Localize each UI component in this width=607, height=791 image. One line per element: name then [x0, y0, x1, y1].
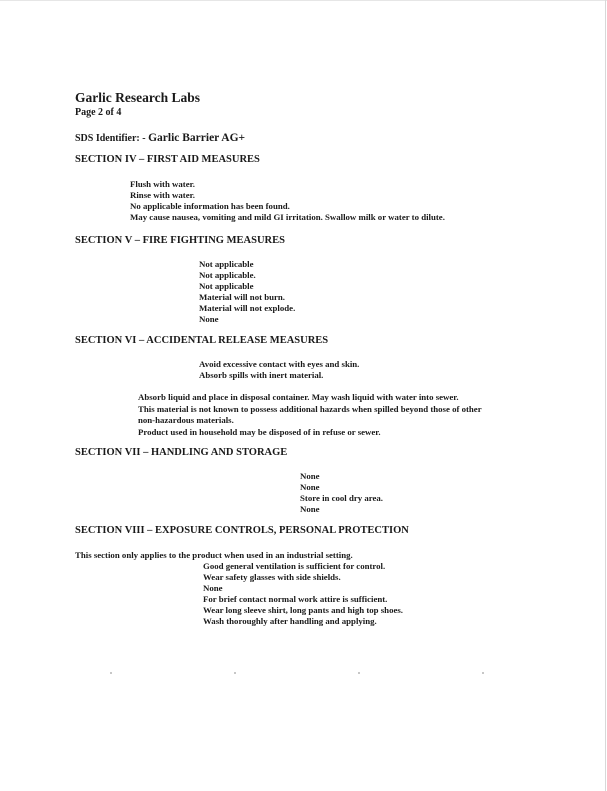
first-aid-value: No applicable information has been found. [130, 201, 290, 211]
fire-value: Not applicable [199, 281, 254, 291]
industrial-line: Absorb liquid and place in disposal container. May wash liquid with water into sewer. [138, 392, 459, 402]
exposure-value: None [203, 583, 223, 593]
page-top-edge [0, 0, 607, 1]
scan-speck [110, 672, 112, 674]
scan-speck [234, 672, 236, 674]
page-number: Page 2 of 4 [75, 107, 122, 118]
section-v-title: SECTION V – FIRE FIGHTING MEASURES [75, 235, 285, 246]
scan-speck [482, 672, 484, 674]
page-right-edge [605, 0, 606, 791]
fire-value: Not applicable. [199, 270, 256, 280]
fire-value: None [199, 314, 219, 324]
fire-value: Not applicable [199, 259, 254, 269]
exposure-value: Good general ventilation is sufficient for control. [203, 561, 386, 571]
fire-value: Material will not explode. [199, 303, 296, 313]
section-vii-title: SECTION VII – HANDLING AND STORAGE [75, 447, 288, 458]
storage-value: None [300, 504, 320, 514]
product-name: Garlic Barrier AG+ [148, 132, 246, 144]
exposure-extra: Wash thoroughly after handling and applying. [203, 616, 377, 626]
storage-value: None [300, 471, 320, 481]
section-iv-title: SECTION IV – FIRST AID MEASURES [75, 154, 260, 165]
sds-label: SDS Identifier: [75, 133, 140, 144]
exposure-value: Wear safety glasses with side shields. [203, 572, 341, 582]
exposure-value: Wear long sleeve shirt, long pants and high top shoes. [203, 605, 404, 615]
exposure-intro: This section only applies to the product when used in an industrial setting. [75, 550, 353, 560]
scan-speck [358, 672, 360, 674]
industrial-line: non-hazardous materials. [138, 415, 234, 425]
company-name: Garlic Research Labs [75, 90, 200, 105]
household-value: Product used in household may be disposed of in refuse or sewer. [138, 427, 381, 437]
industrial-line: This material is not known to possess additional hazards when spilled beyond those of other [138, 404, 482, 414]
sds-dash: - [142, 133, 146, 144]
release-value: Absorb spills with inert material. [199, 370, 324, 380]
sds-identifier [75, 132, 245, 144]
exposure-value: For brief contact normal work attire is sufficient. [203, 594, 388, 604]
release-value: Avoid excessive contact with eyes and skin. [199, 359, 360, 369]
section-vi-title: SECTION VI – ACCIDENTAL RELEASE MEASURES [75, 335, 329, 346]
storage-value: Store in cool dry area. [300, 493, 383, 503]
first-aid-value: Flush with water. [130, 179, 195, 189]
first-aid-value: Rinse with water. [130, 190, 195, 200]
fire-value: Material will not burn. [199, 292, 286, 302]
first-aid-value: May cause nausea, vomiting and mild GI irritation. Swallow milk or water to dilute. [130, 212, 445, 222]
section-viii-title: SECTION VIII – EXPOSURE CONTROLS, PERSONAL PROTECTION [75, 525, 409, 536]
storage-value: None [300, 482, 320, 492]
